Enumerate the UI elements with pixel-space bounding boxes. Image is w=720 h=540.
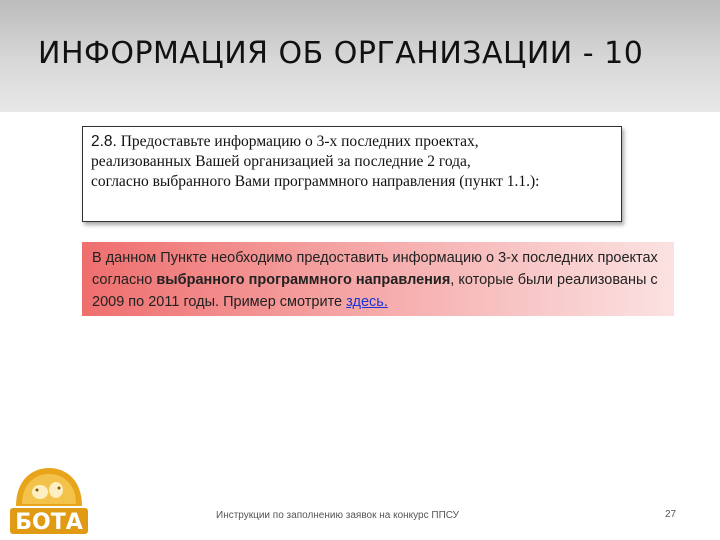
note-bold: выбранного программного направления	[156, 272, 451, 288]
question-line-2: реализованных Вашей организацией за последние 2 года,	[91, 153, 471, 170]
footer-text: Инструкции по заполнению заявок на конкурс ППСУ	[216, 510, 459, 521]
question-line-3: согласно выбранного Вами программного направления (пункт 1.1.):	[91, 173, 540, 190]
instruction-note	[82, 242, 674, 316]
question-text	[91, 132, 621, 192]
question-box	[82, 126, 622, 222]
page-title: ИНФОРМАЦИЯ ОБ ОРГАНИЗАЦИИ - 10	[38, 36, 644, 71]
title-bar	[0, 0, 720, 112]
example-link[interactable]: здесь.	[346, 294, 388, 310]
note-text	[92, 247, 674, 313]
note-part-1: В данном Пункте необходимо предоставить информацию о 3-х последних проектах согласно	[92, 250, 658, 288]
page-number: 27	[665, 509, 677, 520]
note-part-2: , которые были реализованы с 2009 по 2011 годы. Пример смотрите	[92, 272, 658, 310]
question-number: 2.8.	[91, 133, 117, 150]
logo-text: БОТА	[15, 510, 83, 535]
bota-logo-icon	[8, 466, 90, 536]
question-line-1: Предоставьте информацию о 3-х последних проектах,	[116, 133, 479, 150]
